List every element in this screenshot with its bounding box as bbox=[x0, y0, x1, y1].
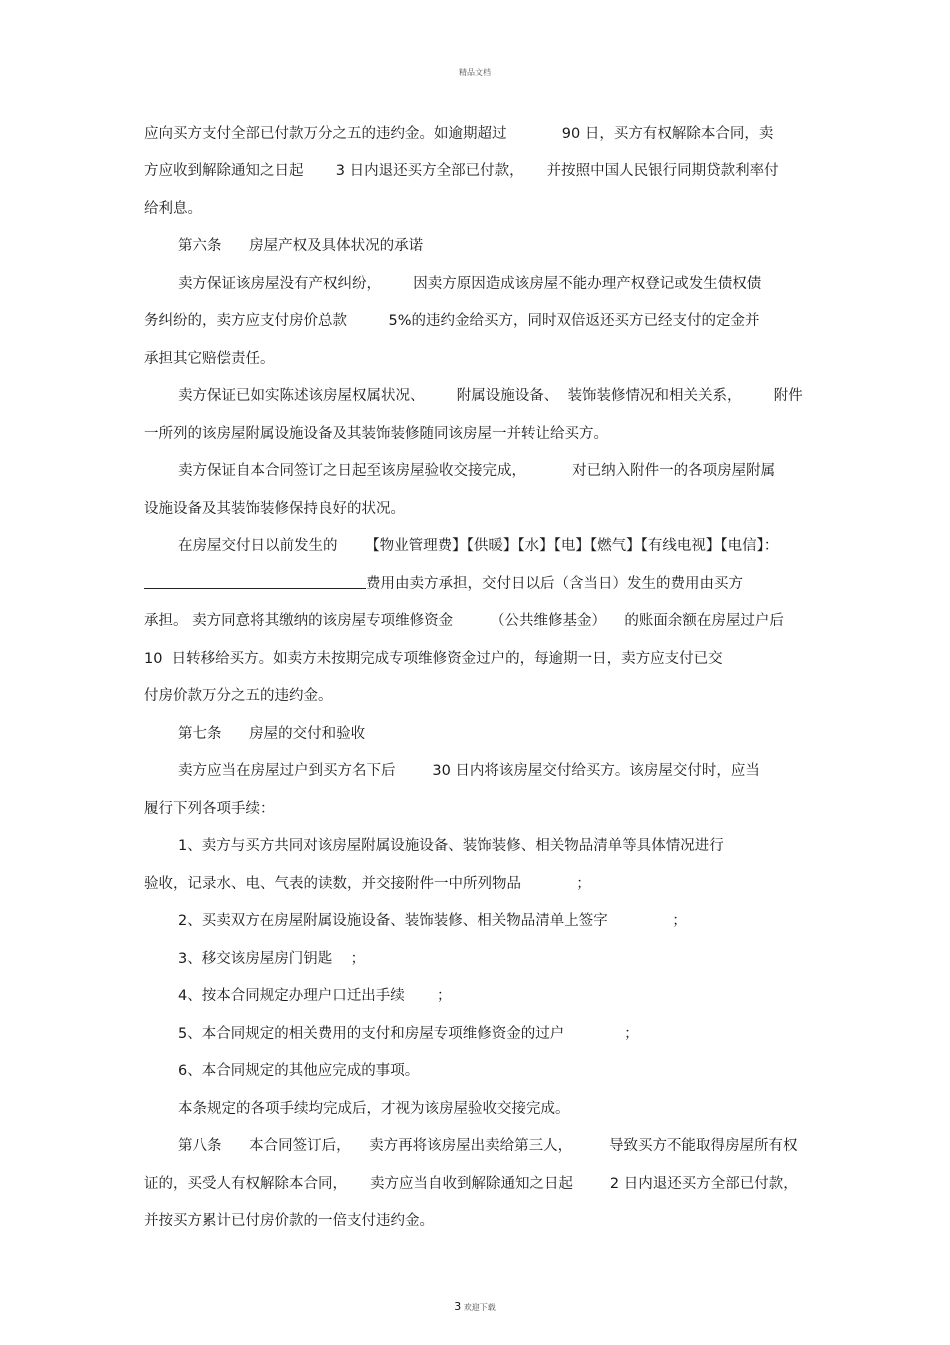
article-heading: 第八条 本合同签订后， 卖方再将该房屋出卖给第三人， 导致买方不能取得房屋所有权 bbox=[178, 1138, 798, 1154]
list-item: 1、卖方与买方共同对该房屋附属设施设备、装饰装修、相关物品清单等具体情况进行 bbox=[178, 838, 724, 854]
body-line: 付房价款万分之五的违约金。 bbox=[144, 688, 333, 704]
body-line: 给利息。 bbox=[144, 201, 202, 217]
page-header: 精品文档 bbox=[459, 68, 491, 77]
list-item: 5、本合同规定的相关费用的支付和房屋专项维修资金的过户 ； bbox=[178, 1026, 639, 1042]
fill-in-blank bbox=[144, 574, 366, 589]
list-item: 6、本合同规定的其他应完成的事项。 bbox=[178, 1063, 420, 1079]
body-line-text: 费用由卖方承担，交付日以后（含当日）发生的费用由买方 bbox=[366, 576, 743, 592]
page-footer bbox=[0, 1300, 950, 1313]
list-item: 4、按本合同规定办理户口迁出手续 ； bbox=[178, 988, 452, 1004]
page-number: 3 bbox=[454, 1300, 462, 1313]
body-line: 验收，记录水、电、气表的读数，并交接附件一中所列物品 ； bbox=[144, 876, 591, 892]
body-line: 10 日转移给买方。如卖方未按期完成专项维修资金过户的，每逾期一日，卖方应支付已交 bbox=[144, 651, 723, 667]
body-line: 设施设备及其装饰装修保持良好的状况。 bbox=[144, 501, 405, 517]
body-line: 卖方保证自本合同签订之日起至该房屋验收交接完成， 对已纳入附件一的各项房屋附属 bbox=[178, 463, 776, 479]
body-line: 承担其它赔偿责任。 bbox=[144, 351, 275, 367]
list-item: 3、移交该房屋房门钥匙 ； bbox=[178, 951, 366, 967]
body-line: 应向买方支付全部已付款万分之五的违约金。如逾期超过 90 日，买方有权解除本合同，卖 bbox=[144, 126, 774, 142]
body-line: 并按买方累计已付房价款的一倍支付违约金。 bbox=[144, 1213, 434, 1229]
body-line: 卖方保证已如实陈述该房屋权属状况、 附属设施设备、 装饰装修情况和相关关系， 附件 bbox=[178, 388, 803, 404]
body-line: 一所列的该房屋附属设施设备及其装饰装修随同该房屋一并转让给买方。 bbox=[144, 426, 608, 442]
body-line: 在房屋交付日以前发生的 【物业管理费】【供暖】【水】【电】【燃气】【有线电视】【电信】： bbox=[178, 538, 779, 554]
body-line: 方应收到解除通知之日起 3 日内退还买方全部已付款， 并按照中国人民银行同期贷款利率付 bbox=[144, 163, 779, 179]
body-line: 务纠纷的，卖方应支付房价总款 5%的违约金给买方，同时双倍返还买方已经支付的定金并 bbox=[144, 313, 760, 329]
article-heading: 第六条 房屋产权及具体状况的承诺 bbox=[178, 238, 424, 254]
body-line: 卖方保证该房屋没有产权纠纷， 因卖方原因造成该房屋不能办理产权登记或发生债权债 bbox=[178, 276, 762, 292]
article-heading: 第七条 房屋的交付和验收 bbox=[178, 726, 366, 742]
body-line: 证的，买受人有权解除本合同， 卖方应当自收到解除通知之日起 2 日内退还买方全部已付款， bbox=[144, 1176, 798, 1192]
body-line: 本条规定的各项手续均完成后，才视为该房屋验收交接完成。 bbox=[178, 1101, 570, 1117]
body-line: 卖方应当在房屋过户到买方名下后 30 日内将该房屋交付给买方。该房屋交付时，应当 bbox=[178, 763, 760, 779]
body-line: 履行下列各项手续： bbox=[144, 801, 275, 817]
body-line: 承担。 卖方同意将其缴纳的该房屋专项维修资金 （公共维修基金） 的账面余额在房屋过户后 bbox=[144, 613, 784, 629]
list-item: 2、买卖双方在房屋附属设施设备、装饰装修、相关物品清单上签字 ； bbox=[178, 913, 687, 929]
body-line-with-blank bbox=[144, 574, 743, 594]
footer-text: 欢迎下载 bbox=[463, 1303, 496, 1312]
